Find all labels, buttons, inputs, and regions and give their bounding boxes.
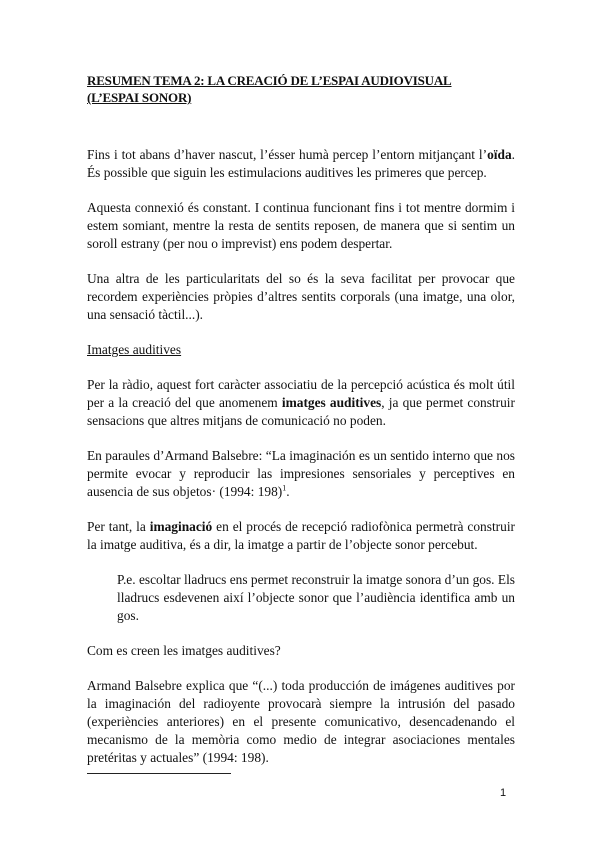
title-line-1: RESUMEN TEMA 2: LA CREACIÓ DE L’ESPAI AUDIOVISUAL	[87, 73, 452, 88]
page-number: 1	[500, 787, 507, 799]
question-line: Com es creen les imatges auditives?	[87, 643, 281, 658]
paragraph-1-bold: oïda	[487, 147, 512, 162]
paragraph-1-text-a: Fins i tot abans d’haver nascut, l’ésser humà percep l’entorn mitjançant l’	[87, 147, 488, 162]
paragraph-6	[87, 518, 515, 554]
paragraph-6-bold: imaginació	[149, 519, 213, 534]
example-quote: P.e. escoltar lladrucs ens permet reconstruir la imatge sonora d’un gos. Els lladrucs esdevenen així l’objecte sonor que l’audiència identifica amb un gos.	[117, 572, 515, 623]
paragraph-3: Una altra de les particularitats del so és la seva facilitat per provocar que recordem experiències pròpies d’altres sentits corporals (una imatge, una olor, una sensació tàctil...).	[87, 271, 515, 322]
paragraph-4-bold: imatges auditives	[281, 395, 382, 410]
paragraph-5	[87, 447, 515, 501]
paragraph-2: Aquesta connexió és constant. I continua funcionant fins i tot mentre dormim i estem somiant, mentre la resta de sentits reposen, de manera que si sentim un soroll estrany (per nou o imprevist) ens podem despertar.	[87, 200, 515, 251]
paragraph-6-text-a: Per tant, la	[87, 519, 150, 534]
footnote-separator	[87, 773, 231, 774]
paragraph-6-text-b: en el procés de recepció radiofònica permetrà construir la imatge auditiva, és a dir, la imatge a partir de l’objecte sonor percebut.	[87, 519, 515, 552]
subheading-imatges-auditives: Imatges auditives	[87, 342, 182, 357]
title-line-2: (L’ESPAI SONOR)	[87, 90, 192, 105]
paragraph-4-text-a: Per la ràdio, aquest fort caràcter associatiu de la percepció acústica és molt útil per a la creació del que anomenem	[87, 377, 515, 410]
paragraph-5-text-a: En paraules d’Armand Balsebre: “La imaginación es un sentido interno que nos permite evocar y reproducir las impresiones sensoriales y perceptives en ausencia de sus objetos· (1994: 198)	[87, 448, 515, 499]
paragraph-1-text-b: . És possible que siguin les estimulacions auditives les primeres que percep.	[87, 147, 515, 180]
document-title	[87, 72, 515, 106]
document-page	[87, 72, 515, 767]
paragraph-1	[87, 146, 515, 182]
paragraph-4-text-b: , ja que permet construir sensacions que altres mitjans de comunicació no poden.	[87, 395, 515, 428]
paragraph-5-text-b: .	[286, 484, 290, 499]
paragraph-7: Armand Balsebre explica que “(...) toda producción de imágenes auditives por la imaginación del radioyente provocarà siempre la intrusión del pasado (experiències anteriores) en el presente comunicativo, desencadenando el mecanismo de la memòria como medio de integrar asociaciones mentales pretéritas y actuales” (1994: 198).	[87, 678, 515, 765]
paragraph-4	[87, 376, 515, 430]
footnote-marker[interactable]: 1	[282, 483, 287, 493]
